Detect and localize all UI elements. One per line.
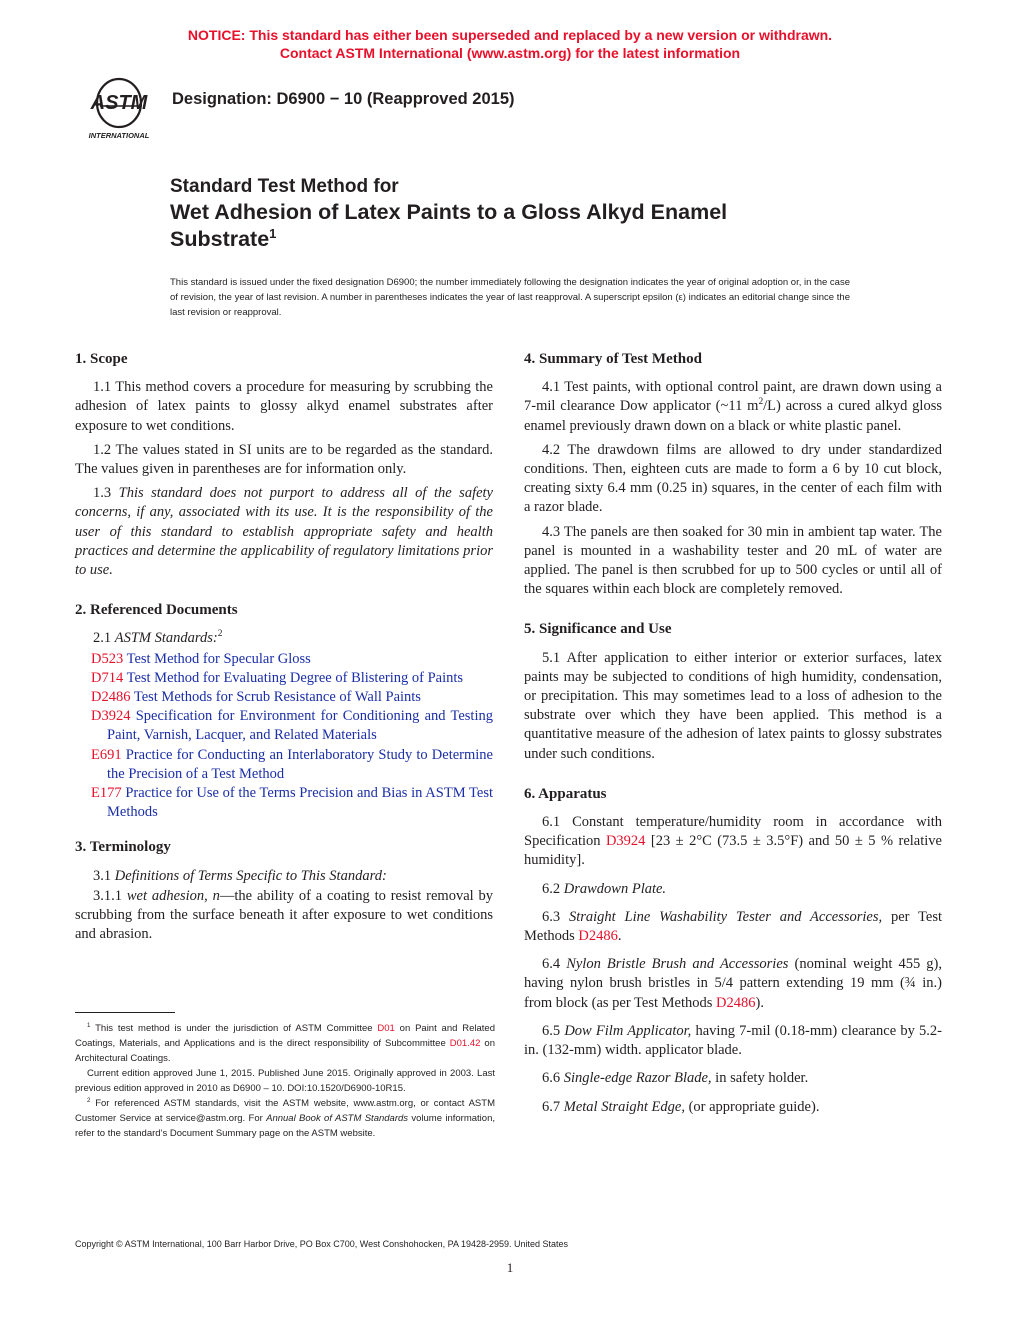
footnotes — [75, 1021, 495, 1141]
footnote-1-edition: Current edition approved June 1, 2015. Published June 2015. Originally approved in 2003. Last previous edition approved in 2010 as D6900 – 10. DOI:10.1520/D6900-10R15. — [75, 1068, 495, 1094]
scope-heading: 1. Scope — [75, 351, 128, 367]
notice-line-2: Contact ASTM International (www.astm.org) for the latest information — [279, 45, 741, 61]
referenced-heading: 2. Referenced Documents — [75, 602, 238, 619]
ref-title-link[interactable]: Specification for Environment for Conditioning and Testing Paint, Varnish, Lacquer, and Related Materials — [107, 708, 493, 744]
ref-title-link[interactable]: Test Method for Specular Gloss — [123, 650, 311, 667]
summary-heading: 4. Summary of Test Method — [524, 351, 702, 367]
ref-link[interactable]: D523 — [91, 650, 124, 667]
title-line-3: Substrate — [170, 227, 270, 251]
apparatus-heading: 6. Apparatus — [524, 785, 607, 802]
apparatus-6-6: 6.6 Single-edge Razor Blade, in safety holder. — [542, 1070, 809, 1087]
ref-item — [75, 784, 493, 822]
ref-item — [75, 746, 493, 784]
scope-1-2: 1.2 The values stated in SI units are to be regarded as the standard. The values given in parentheses are for information only. — [75, 441, 493, 478]
ref-item — [75, 707, 493, 745]
scope-1-1: 1.1 This method covers a procedure for measuring by scrubbing the adhesion of latex paints to glossy alkyd enamel substrates after exposure to wet conditions. — [75, 379, 493, 434]
document-title — [170, 175, 870, 253]
terminology-heading: 3. Terminology — [75, 839, 171, 856]
ref-link[interactable]: D3924 — [91, 708, 131, 725]
ref-link[interactable]: E177 — [91, 785, 122, 802]
method-link[interactable]: D2486 — [716, 994, 756, 1011]
ref-link[interactable]: E691 — [91, 746, 122, 763]
apparatus-6-5: 6.5 Dow Film Applicator, having 7-mil (0.18-mm) clearance by 5.2-in. (132-mm) width. applicator blade. — [524, 1022, 942, 1059]
superseded-notice — [0, 26, 1020, 62]
ref-title-link[interactable]: Test Methods for Scrub Resistance of Wall Paints — [130, 689, 421, 706]
apparatus-6-4: 6.4 Nylon Bristle Brush and Accessories (nominal weight 455 g), having nylon brush bristles in 5/4 pattern extending 19 mm (¾ in.) from block (as per Test Methods D2486). — [524, 956, 942, 1011]
ref-item — [75, 650, 493, 669]
apparatus-6-2: 6.2 Drawdown Plate. — [542, 880, 667, 897]
footnote-divider — [75, 1012, 175, 1013]
apparatus-6-3: 6.3 Straight Line Washability Tester and Accessories, per Test Methods D2486. — [524, 908, 942, 945]
copyright: Copyright © ASTM International, 100 Barr Harbor Drive, PO Box C700, West Conshohocken, PA 19428-2959. United States — [75, 1239, 569, 1249]
title-line-1: Standard Test Method for — [170, 176, 399, 197]
left-column — [75, 350, 493, 949]
apparatus-6-1: 6.1 Constant temperature/humidity room in accordance with Specification D3924 [23 ± 2°C (73.5 ± 3.5°F) and 50 ± 5 % relative humidity]. — [524, 814, 942, 869]
ref-title-link[interactable]: Practice for Use of the Terms Precision and Bias in ASTM Test Methods — [107, 785, 493, 821]
committee-link[interactable]: D01 — [377, 1023, 395, 1034]
ref-title-link[interactable]: Test Method for Evaluating Degree of Blistering of Paints — [123, 669, 464, 686]
scope-1-3: 1.3 This standard does not purport to address all of the safety concerns, if any, associated with its use. It is the responsibility of the user of this standard to establish appropriate safety and health practices and determine the applicability of regulatory limitations prior to use. — [75, 485, 493, 579]
title-footnote-ref[interactable]: 1 — [269, 225, 277, 241]
footnote-2: $^2$ For referenced ASTM standards, visit the ASTM website, www.astm.org, or contact ASTM Customer Service at service@astm.org. For Annual Book of ASTM Standards volume information, refer to the standard’s Document Summary page on the ASTM website. — [75, 1096, 495, 1139]
summary-4-3: 4.3 The panels are then soaked for 30 min in ambient tap water. The panel is mounted in a washability tester and 20 mL of water are applied. The panel is then scrubbed for up to 500 cycles or until all of the squares within each block are completely removed. — [524, 523, 942, 598]
subcommittee-link[interactable]: D01.42 — [449, 1038, 481, 1049]
title-line-2: Wet Adhesion of Latex Paints to a Gloss Alkyd Enamel — [170, 200, 728, 224]
summary-4-2: 4.2 The drawdown films are allowed to dry under standardized conditions. Then, eighteen cuts are made to form a 6 by 10 cut block, creating sixty 6.4 mm (0.25 in) squares, in the center of each film with a razor blade. — [524, 441, 942, 516]
significance-heading: 5. Significance and Use — [524, 621, 672, 638]
ref-link[interactable]: D2486 — [91, 689, 131, 706]
ref-item — [75, 688, 493, 707]
svg-text:ASTM: ASTM — [90, 92, 148, 114]
ref-item — [75, 669, 493, 688]
designation: Designation: D6900 − 10 (Reapproved 2015) — [172, 90, 515, 108]
notice-line-1: NOTICE: This standard has either been superseded and replaced by a new version or withdrawn. — [187, 27, 833, 43]
ref-title-link[interactable]: Practice for Conducting an Interlaboratory Study to Determine the Precision of a Test Method — [107, 746, 493, 782]
astm-logo-icon — [78, 76, 160, 144]
right-column — [524, 350, 942, 1126]
apparatus-6-7: 6.7 Metal Straight Edge, (or appropriate guide). — [542, 1098, 820, 1115]
spec-link[interactable]: D3924 — [605, 833, 646, 850]
significance-5-1: 5.1 After application to either interior or exterior surfaces, latex paints may be subjected to conditions of high humidity, condensation, or precipitation. This may sometimes lead to a loss of adhesion to the substrate over which they have been applied. This method is a quantitative measure of the adhesion of latex paints to glossy substrates under such conditions. — [524, 649, 942, 762]
page-number: 1 — [506, 1260, 514, 1275]
terminology-3-1: 3.1 Definitions of Terms Specific to This Standard: — [93, 867, 387, 884]
referenced-intro: 2.1 ASTM Standards:$^2$ — [93, 629, 223, 647]
preamble: This standard is issued under the fixed designation D6900; the number immediately following the designation indicates the year of original adoption or, in the case of revision, the year of last revision. A number in parentheses indicates the year of last reapproval. A superscript epsilon (ε) indicates an editorial change since the last revision or reapproval. — [170, 277, 850, 318]
footnote-1: $^1$ This test method is under the jurisdiction of ASTM Committee D01 on Paint and Related Coatings, Materials, and Applications and is the direct responsibility of Subcommittee D01.42 on Architectural Coatings. — [75, 1021, 495, 1064]
summary-4-1: 4.1 Test paints, with optional control paint, are drawn down using a 7-mil clearance Dow applicator (~11 $m^2/L$) across a cured alkyd gloss enamel previously drawn down on a black or white plastic panel. — [524, 379, 942, 434]
logo-text: INTERNATIONAL — [88, 131, 150, 140]
terminology-3-1-1: 3.1.1 wet adhesion, n—the ability of a coating to resist removal by scrubbing from the surface beneath it after exposure to wet conditions and abrasion. — [75, 887, 493, 943]
ref-link[interactable]: D714 — [91, 669, 124, 686]
method-link[interactable]: D2486 — [578, 928, 618, 945]
